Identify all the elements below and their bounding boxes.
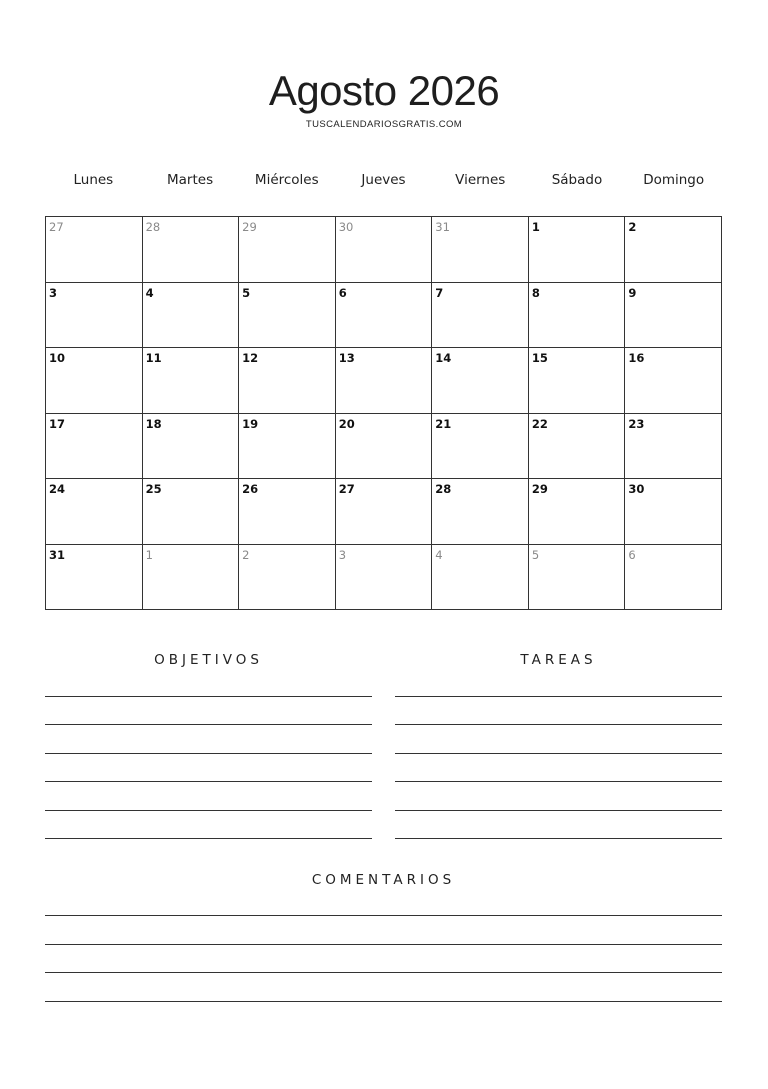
day-number: 26 — [242, 482, 259, 496]
day-number: 18 — [145, 416, 162, 431]
calendar-day-cell — [143, 217, 240, 283]
day-number: 9 — [628, 285, 637, 300]
calendar-day-cell — [625, 217, 722, 283]
day-number: 31 — [49, 547, 66, 562]
objetivos-line — [45, 781, 372, 782]
day-number: 27 — [49, 220, 64, 234]
day-number: 27 — [338, 482, 355, 496]
weekday-label: Domingo — [643, 172, 705, 188]
day-number: 10 — [49, 351, 66, 365]
tareas-line — [395, 696, 722, 697]
tareas-line — [395, 753, 722, 754]
tareas-label: TAREAS — [520, 652, 597, 668]
day-number: 7 — [435, 285, 444, 300]
day-number: 5 — [242, 285, 251, 300]
calendar-day-cell — [529, 217, 626, 283]
day-number: 13 — [338, 351, 355, 365]
calendar-day-cell — [432, 283, 529, 349]
calendar-day-cell — [239, 479, 336, 545]
objetivos-line — [45, 724, 372, 725]
day-number: 24 — [49, 482, 66, 496]
day-number: 3 — [49, 285, 58, 300]
comentarios-line — [45, 915, 722, 916]
calendar-day-cell — [336, 348, 433, 414]
day-number: 28 — [435, 482, 452, 496]
weekday-label: Lunes — [73, 172, 114, 188]
tareas-line — [395, 724, 722, 725]
calendar-day-cell — [625, 479, 722, 545]
weekday-label: Martes — [167, 172, 214, 188]
day-number: 20 — [338, 416, 355, 431]
day-number: 19 — [242, 416, 259, 431]
calendar-day-cell — [432, 545, 529, 611]
calendar-day-cell — [46, 414, 143, 480]
calendar-day-cell — [143, 545, 240, 611]
day-number: 6 — [338, 285, 347, 300]
calendar-day-cell — [625, 348, 722, 414]
calendar-day-cell — [625, 414, 722, 480]
comentarios-line — [45, 972, 722, 973]
calendar-day-cell — [336, 545, 433, 611]
calendar-day-cell — [529, 479, 626, 545]
objetivos-label: OBJETIVOS — [154, 652, 263, 668]
day-number: 11 — [145, 351, 162, 365]
day-number: 2 — [628, 220, 637, 234]
day-number: 1 — [531, 220, 540, 234]
day-number: 28 — [145, 220, 161, 234]
day-number: 25 — [145, 482, 162, 496]
tareas-line — [395, 838, 722, 839]
day-number: 16 — [628, 351, 645, 365]
objetivos-line — [45, 753, 372, 754]
calendar-day-cell — [336, 414, 433, 480]
day-number: 1 — [145, 547, 153, 562]
day-number: 30 — [338, 220, 354, 234]
calendar-day-cell — [143, 414, 240, 480]
website-caption: TUSCALENDARIOSGRATIS.COM — [305, 119, 463, 130]
calendar-day-cell — [239, 217, 336, 283]
calendar-day-cell — [46, 348, 143, 414]
calendar-day-cell — [336, 479, 433, 545]
calendar-day-cell — [432, 348, 529, 414]
weekday-label: Miércoles — [254, 172, 319, 188]
calendar-day-cell — [46, 545, 143, 611]
calendar-day-cell — [46, 217, 143, 283]
calendar-day-cell — [625, 545, 722, 611]
calendar-day-cell — [239, 348, 336, 414]
weekday-label: Jueves — [361, 172, 406, 188]
day-number: 29 — [531, 482, 548, 496]
day-number: 17 — [49, 416, 66, 431]
day-number: 4 — [145, 285, 154, 300]
calendar-day-cell — [529, 283, 626, 349]
comentarios-line — [45, 1001, 722, 1002]
weekday-label: Sábado — [551, 172, 603, 188]
day-number: 15 — [531, 351, 548, 365]
day-number: 30 — [628, 482, 645, 496]
day-number: 2 — [242, 547, 250, 562]
calendar-day-cell — [46, 479, 143, 545]
calendar-day-cell — [432, 414, 529, 480]
comentarios-label: COMENTARIOS — [311, 872, 456, 888]
day-number: 4 — [435, 547, 443, 562]
day-number: 21 — [435, 416, 452, 431]
tareas-line — [395, 781, 722, 782]
day-number: 12 — [242, 351, 259, 365]
objetivos-line — [45, 696, 372, 697]
objetivos-line — [45, 810, 372, 811]
weekday-label: Viernes — [455, 172, 506, 188]
day-number: 23 — [628, 416, 645, 431]
calendar-day-cell — [143, 283, 240, 349]
calendar-day-cell — [46, 283, 143, 349]
calendar-day-cell — [529, 545, 626, 611]
calendar-grid — [45, 216, 722, 610]
comentarios-line — [45, 944, 722, 945]
day-number: 29 — [242, 220, 257, 234]
objetivos-line — [45, 838, 372, 839]
calendar-day-cell — [143, 348, 240, 414]
day-number: 5 — [531, 547, 540, 562]
calendar-day-cell — [239, 283, 336, 349]
day-number: 3 — [338, 547, 347, 562]
day-number: 8 — [531, 285, 540, 300]
calendar-day-cell — [143, 479, 240, 545]
calendar-day-cell — [432, 479, 529, 545]
day-number: 6 — [628, 547, 636, 562]
calendar-day-cell — [529, 348, 626, 414]
tareas-line — [395, 810, 722, 811]
calendar-day-cell — [239, 414, 336, 480]
weekday-header — [45, 172, 722, 192]
page-title: Agosto 2026 — [268, 67, 500, 114]
calendar-day-cell — [432, 217, 529, 283]
day-number: 14 — [435, 351, 452, 365]
calendar-day-cell — [336, 217, 433, 283]
calendar-day-cell — [336, 283, 433, 349]
calendar-day-cell — [239, 545, 336, 611]
calendar-day-cell — [529, 414, 626, 480]
day-number: 31 — [435, 220, 450, 234]
calendar-day-cell — [625, 283, 722, 349]
day-number: 22 — [531, 416, 548, 431]
